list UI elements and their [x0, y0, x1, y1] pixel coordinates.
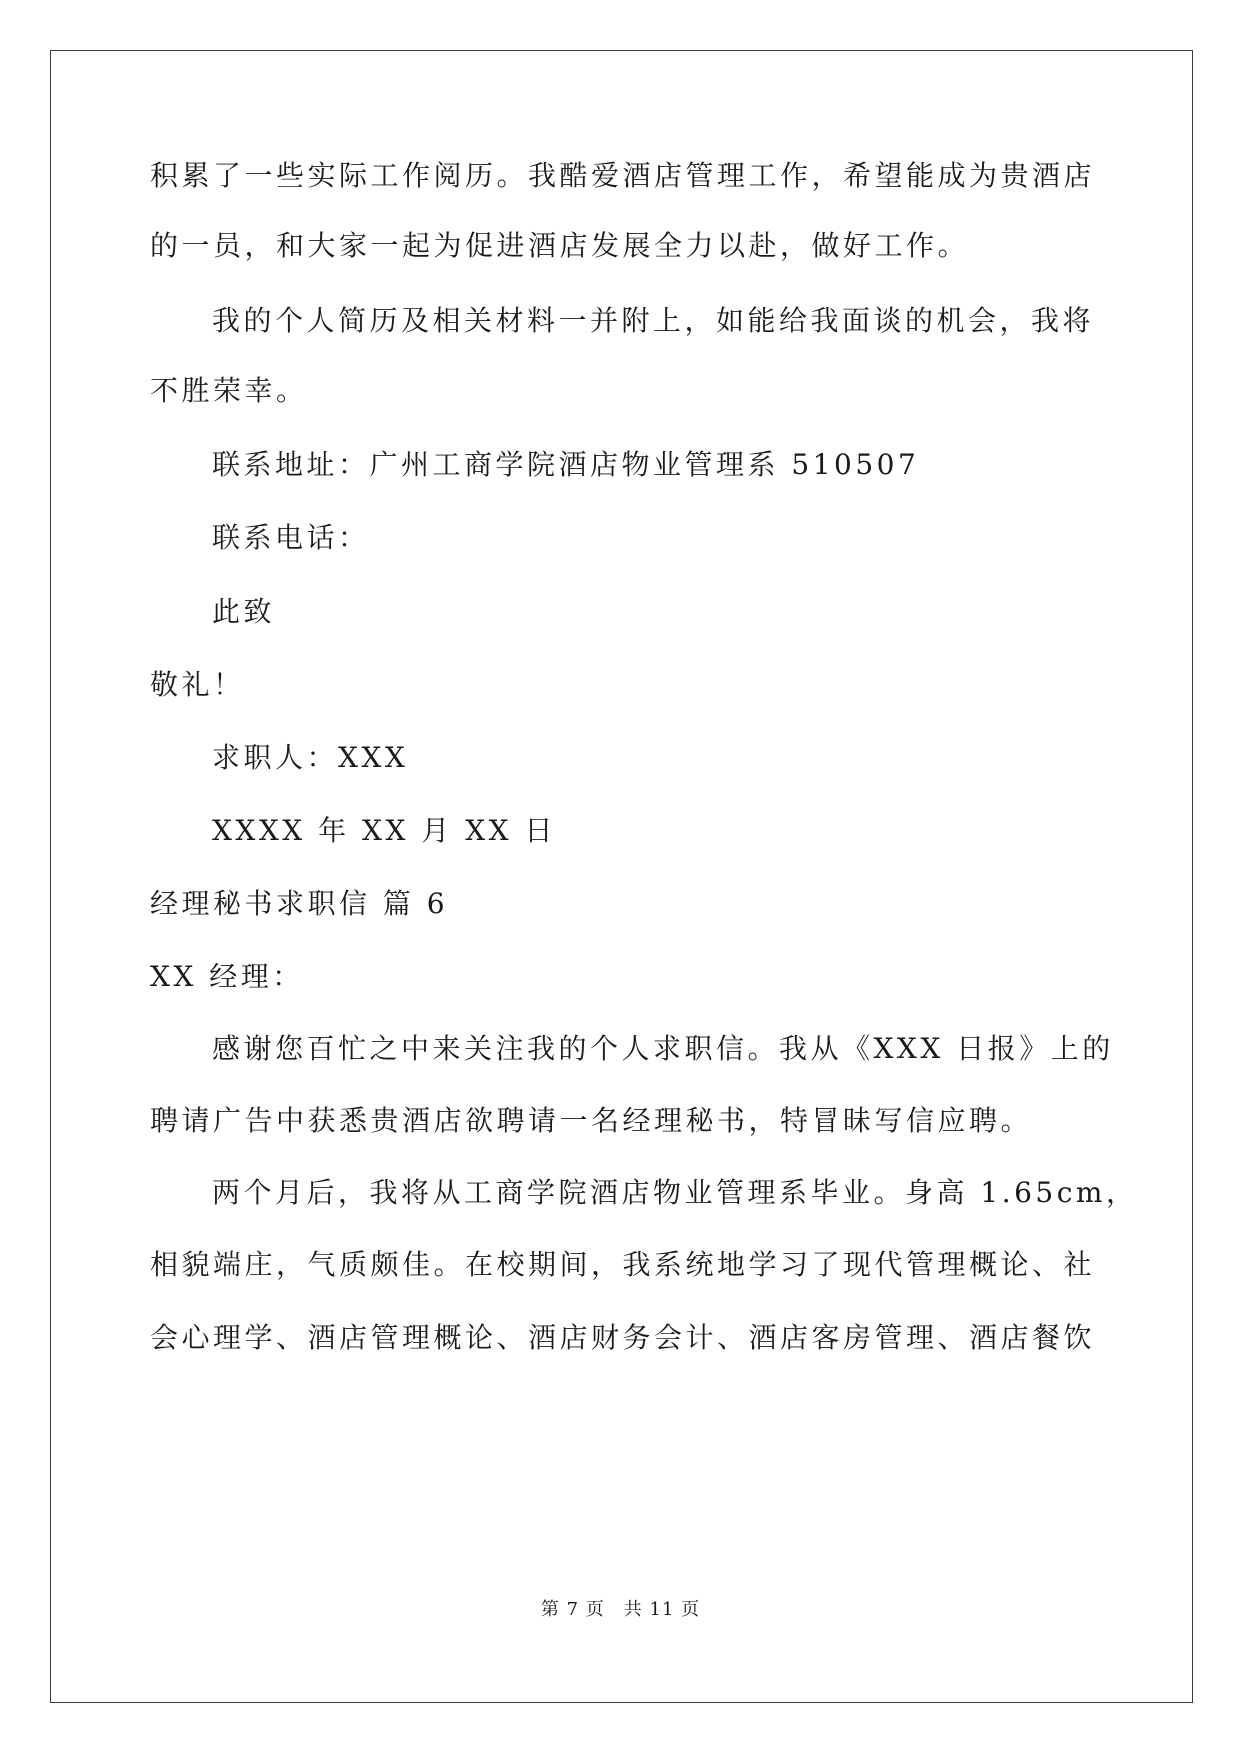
section-heading: 经理秘书求职信 篇 6 [150, 887, 449, 920]
body-line: 不胜荣幸。 [150, 374, 308, 407]
paragraph-line: 两个月后，我将从工商学院酒店物业管理系毕业。身高 1.65cm， [212, 1176, 1138, 1209]
regards-line: 敬礼！ [150, 668, 245, 701]
contact-address: 联系地址：广州工商学院酒店物业管理系 510507 [212, 448, 920, 481]
page-footer: 第 7 页 共 11 页 [540, 1599, 701, 1620]
applicant-line: 求职人：XXX [212, 741, 409, 774]
date-line: XXXX 年 XX 月 XX 日 [212, 814, 556, 847]
paragraph-line: 我的个人简历及相关材料一并附上，如能给我面谈的机会，我将 [212, 304, 1095, 337]
page-border [50, 50, 1193, 1703]
contact-phone: 联系电话： [212, 521, 370, 554]
body-line: 的一员，和大家一起为促进酒店发展全力以赴，做好工作。 [150, 229, 970, 262]
body-line: 聘请广告中获悉贵酒店欲聘请一名经理秘书，特冒昧写信应聘。 [150, 1104, 1033, 1137]
body-line: 会心理学、酒店管理概论、酒店财务会计、酒店客房管理、酒店餐饮 [150, 1321, 1096, 1354]
body-line: 积累了一些实际工作阅历。我酷爱酒店管理工作，希望能成为贵酒店 [150, 159, 1096, 192]
body-line: 相貌端庄，气质颇佳。在校期间，我系统地学习了现代管理概论、社 [150, 1248, 1096, 1281]
recipient-line: XX 经理： [150, 960, 304, 993]
paragraph-line: 感谢您百忙之中来关注我的个人求职信。我从《XXX 日报》上的 [212, 1032, 1114, 1065]
salutation-closing: 此致 [212, 595, 276, 628]
